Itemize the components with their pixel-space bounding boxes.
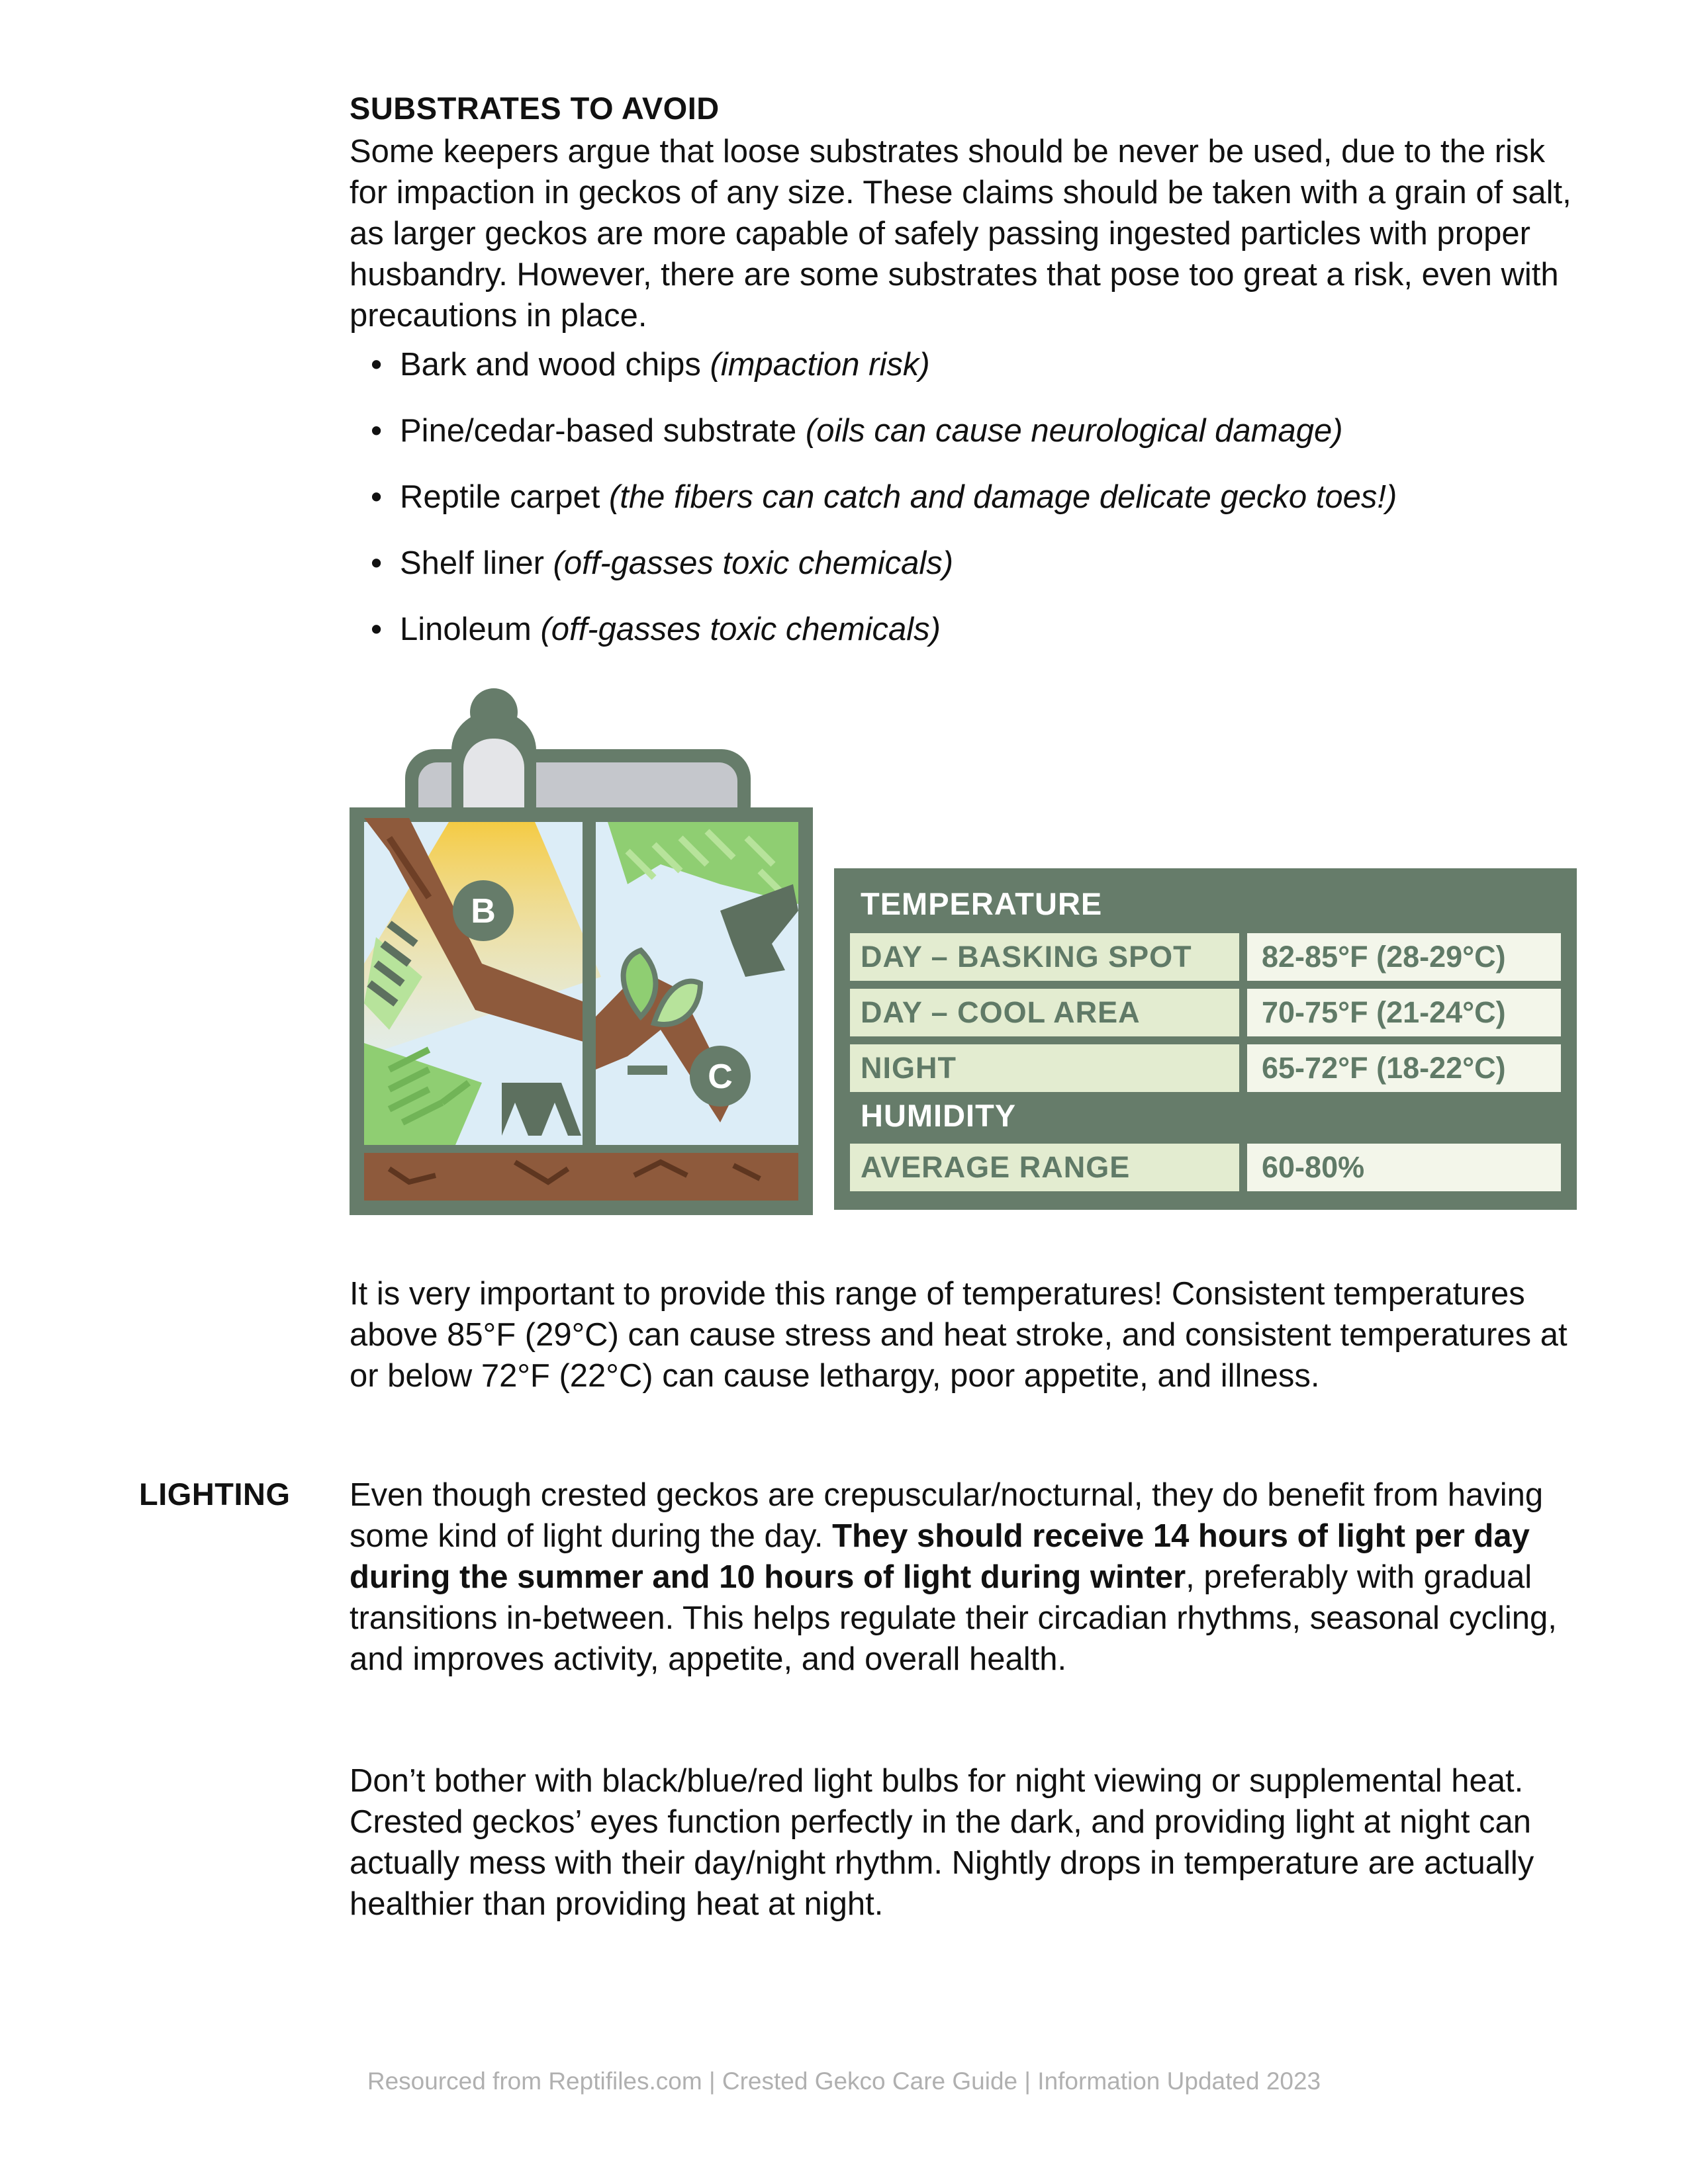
item-note: (oils can cause neurological damage) (805, 413, 1343, 449)
humidity-heading: HUMIDITY (861, 1098, 1017, 1133)
substrates-heading: SUBSTRATES TO AVOID (350, 91, 720, 126)
item-note: (off-gasses toxic chemicals) (540, 612, 941, 647)
temperature-paragraph: It is very important to provide this range of temperatures! Consistent temperatures above 85°F (29°C) can cause stress and heat stroke, and consistent temperatures at or below 72°F (22°C) can cause lethargy, poor appetite, and illness. (350, 1276, 1568, 1394)
substrates-list (371, 344, 1575, 675)
lighting-p1-text-end: , preferably with gradual transitions in-between. This helps regulate their circadian rhythms, seasonal cycling, and improves activity, appetite, and overall health. (350, 1559, 1557, 1677)
row-label: DAY – BASKING SPOT (850, 933, 1239, 981)
item-note: (the fibers can catch and damage delicate gecko toes!) (608, 479, 1397, 515)
bullet-icon: • (371, 479, 383, 515)
label-b: B (471, 892, 496, 931)
list-item (371, 543, 1575, 609)
row-label: AVERAGE RANGE (850, 1144, 1239, 1191)
substrates-intro: Some keepers argue that loose substrates should be never be used, due to the risk for impaction in geckos of any size. These claims should be taken with a grain of salt, as larger geckos are more capable of safely passing ingested particles with proper husbandry. However, there are some substrates that pose too great a risk, even with precautions in place. (350, 134, 1571, 334)
item-name: Bark and wood chips (400, 347, 701, 383)
item-note: (off-gasses toxic chemicals) (553, 545, 954, 581)
bullet-icon: • (371, 612, 383, 647)
lighting-p1-text: Even though crested geckos are crepuscular/nocturnal, they do benefit from having some kind of light during the day. (350, 1477, 1544, 1554)
row-value: 82-85°F (28-29°C) (1247, 933, 1561, 981)
table-row (850, 1044, 1561, 1092)
row-label: NIGHT (850, 1044, 1239, 1092)
item-name: Pine/cedar-based substrate (400, 413, 797, 449)
list-item (371, 410, 1575, 477)
list-item (371, 477, 1575, 543)
lighting-paragraph-1 (350, 1475, 1581, 1680)
footer: Resourced from Reptifiles.com | Crested Gekco Care Guide | Information Updated 2023 (367, 2068, 1321, 2095)
table-row (850, 933, 1561, 981)
item-name: Shelf liner (400, 545, 544, 581)
table-row (850, 989, 1561, 1036)
bullet-icon: • (371, 347, 383, 383)
list-item (371, 344, 1575, 410)
bullet-icon: • (371, 545, 383, 581)
item-name: Linoleum (400, 612, 532, 647)
row-value: 65-72°F (18-22°C) (1247, 1044, 1561, 1092)
item-name: Reptile carpet (400, 479, 600, 515)
lighting-paragraph-2: Don’t bother with black/blue/red light bulbs for night viewing or supplemental heat. Crested geckos’ eyes function perfectly in the dark, and providing light at night can actually mess with their day/night rhythm. Nightly drops in temperature are actually healthier than providing heat at night. (350, 1763, 1534, 1922)
lighting-p1-bold: They should receive 14 hours of light per day during the summer and 10 hours of light during winter (350, 1518, 1530, 1595)
list-item (371, 609, 1575, 675)
row-label: DAY – COOL AREA (850, 989, 1239, 1036)
label-c: C (708, 1058, 733, 1096)
table-row (850, 1144, 1561, 1191)
temperature-heading: TEMPERATURE (861, 886, 1103, 921)
row-value: 60-80% (1247, 1144, 1561, 1191)
lighting-label: LIGHTING (139, 1477, 291, 1512)
row-value: 70-75°F (21-24°C) (1247, 989, 1561, 1036)
item-note: (impaction risk) (710, 347, 930, 383)
terrarium-illustration (350, 686, 813, 1215)
conditions-table (834, 868, 1577, 1210)
bullet-icon: • (371, 413, 383, 449)
